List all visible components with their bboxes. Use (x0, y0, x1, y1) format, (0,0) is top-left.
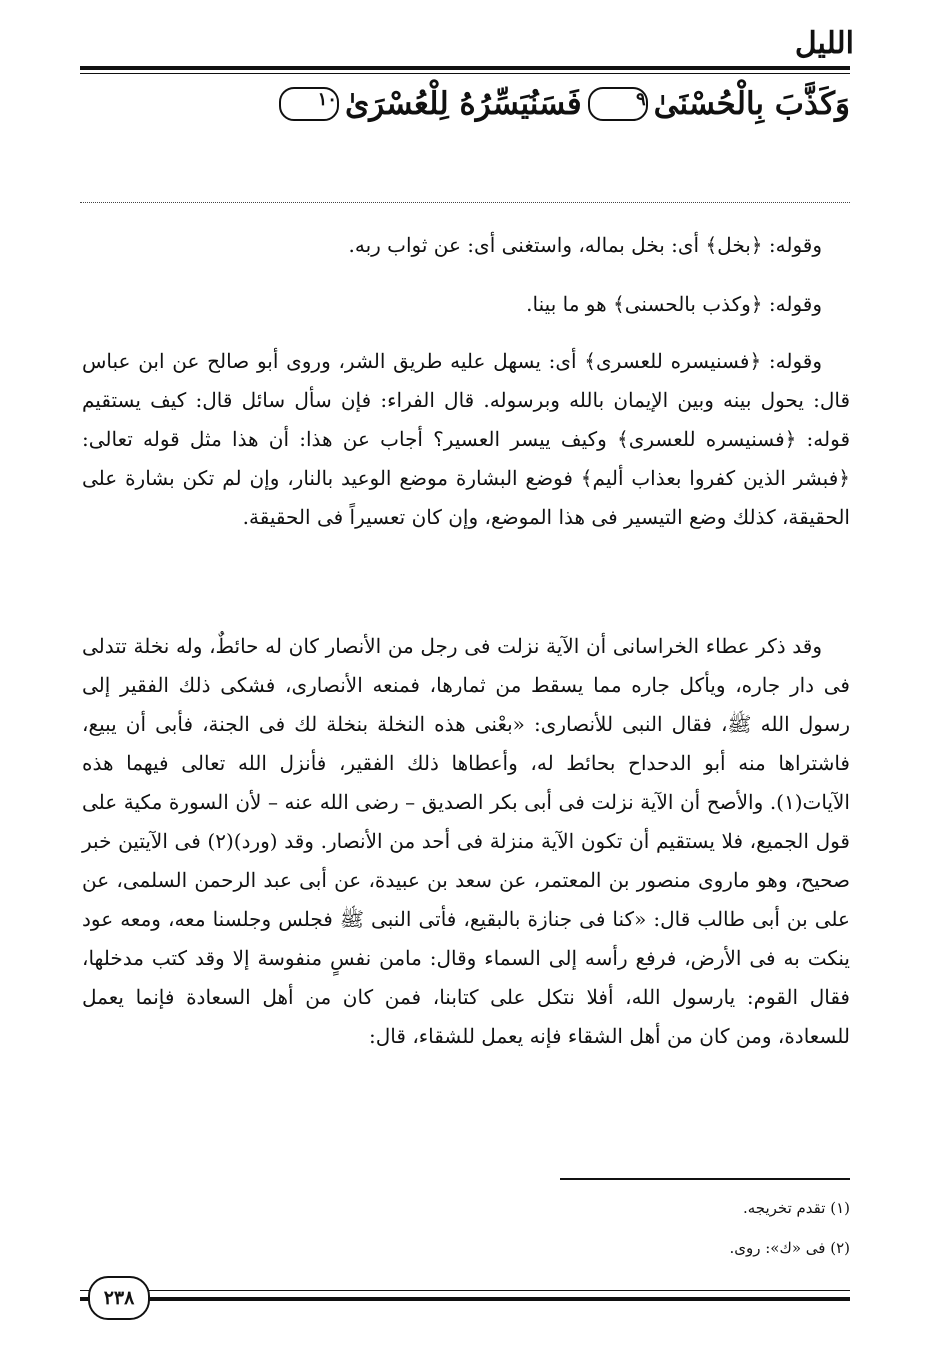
quran-verse-line (70, 80, 850, 128)
header-rule-thick (80, 66, 850, 70)
paragraph-text: وقوله: ﴿وكذب بالحسنى﴾ هو ما بينا. (526, 292, 822, 316)
ayah-number-9: ٩ (588, 87, 648, 121)
header-rule-thin (80, 73, 850, 74)
verse-text-10: فَسَنُيَسِّرُهُ لِلْعُسْرَىٰ (344, 86, 582, 122)
verse-text-9: وَكَذَّبَ بِالْحُسْنَىٰ (653, 86, 850, 122)
footnote-separator (560, 1178, 850, 1180)
commentary-paragraph (82, 285, 850, 324)
footer-rule-thin (80, 1290, 850, 1291)
verse-separator-rule (80, 202, 850, 203)
footer-rule-thick (80, 1297, 850, 1301)
commentary-paragraph (82, 342, 850, 537)
commentary-paragraph (82, 226, 850, 265)
paragraph-text: وقوله: ﴿بخل﴾ أى: بخل بماله، واستغنى أى: عن ثواب ربه. (348, 233, 822, 257)
surah-name-header: الليل (794, 26, 854, 61)
footnote-1: (١) تقدم تخريجه. (742, 1199, 850, 1217)
commentary-paragraph (82, 627, 850, 1056)
ayah-number-10: ١٠ (279, 87, 339, 121)
page-number: ٢٣٨ (88, 1276, 150, 1320)
footnote-2: (٢) فى «ك»: روى. (729, 1239, 850, 1257)
paragraph-text: وقد ذكر عطاء الخراسانى أن الآية نزلت فى رجل من الأنصار كان له حائطٌ، وله نخلة تتدلى فى دار جاره، ويأكل جاره مما يسقط من ثمارها، فمنعه الأنصارى، فشكى ذلك الفقير إلى رسول الله ﷺ، فقال النبى للأنصارى: «بعْنى هذه النخلة بنخلة لك فى الجنة، فأبى أن يبيع، فاشتراها منه أبو الدحداح بحائط له، وأعطاها ذلك الفقير، فأنزل الله تعالى فيهما هذه الآيات(١). والأصح أن الآية نزلت فى أبى بكر الصديق – رضى الله عنه – لأن السورة مكية على قول الجميع، فلا يستقيم أن تكون الآية منزلة فى أحد من الأنصار. وقد (ورد)(٢) فى الآيتين خبر صحيح، وهو ماروى منصور بن المعتمر، عن سعد بن عبيدة، عن أبى عبد الرحمن السلمى، عن على بن أبى طالب قال: «كنا فى جنازة بالبقيع، فأتى النبى ﷺ فجلس وجلسنا معه، ومعه عود ينكت به فى الأرض، فرفع رأسه إلى السماء وقال: مامن نفسٍ منفوسة إلا وقد كتب مدخلها، فقال القوم: يارسول الله، أفلا نتكل على كتابنا، فمن كان من أهل السعادة فإنما يعمل للسعادة، ومن كان من أهل الشقاء فإنه يعمل للشقاء، قال: (82, 634, 850, 1048)
paragraph-text: وقوله: ﴿فسنيسره للعسرى﴾ أى: يسهل عليه طريق الشر، وروى أبو صالح عن ابن عباس قال: يحول بينه وبين الإيمان بالله وبرسوله. قال الفراء: فإن سأل سائل قال: كيف يستقيم قوله: ﴿فسنيسره للعسرى﴾ وكيف ييسر العسير؟ أجاب عن هذا: أن هذا مثل قوله تعالى: ﴿فبشر الذين كفروا بعذاب أليم﴾ فوضع البشارة موضع الوعيد بالنار، وإن لم تكن بشارة على الحقيقة، كذلك وضع التيسير فى هذا الموضع، وإن كان تعسيراً فى الحقيقة. (82, 349, 850, 529)
footnotes (82, 1188, 850, 1268)
